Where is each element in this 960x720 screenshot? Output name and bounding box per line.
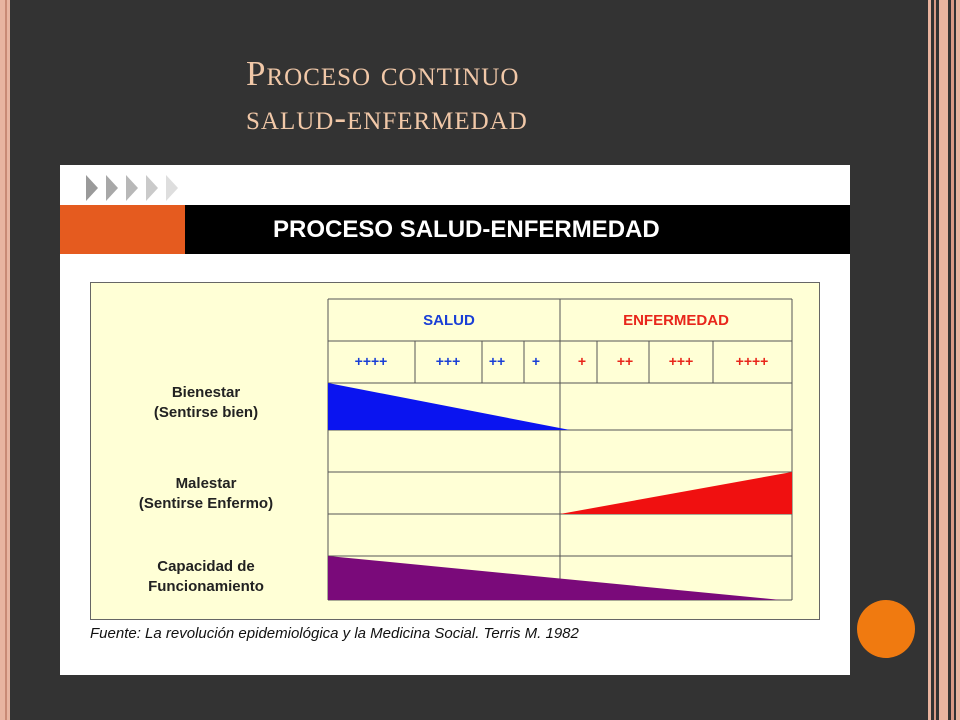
source-citation: Fuente: La revolución epidemiológica y la Medicina Social. Terris M. 1982	[90, 625, 579, 642]
column-header-enfermedad: ENFERMEDAD	[623, 312, 729, 329]
row-label-malestar-line2: (Sentirse Enfermo)	[138, 495, 274, 512]
figure-header: PROCESO SALUD-ENFERMEDAD	[185, 205, 850, 254]
slide-title-line2: salud-enfermedad	[246, 98, 528, 137]
row-label-capacidad-line2: Funcionamiento	[148, 578, 264, 595]
chevron-arrows-icon	[86, 175, 186, 206]
salud-level-2: ++	[488, 353, 506, 369]
row-label-bienestar-line2: (Sentirse bien)	[153, 404, 259, 421]
left-border-stripe	[5, 0, 7, 720]
enfermedad-level-4: ++++	[735, 353, 769, 369]
diagram-panel	[90, 282, 820, 620]
salud-level-1: +	[531, 353, 541, 369]
right-border	[920, 0, 960, 720]
bienestar-wedge	[328, 383, 570, 430]
slide-title-line1: Proceso continuo	[246, 54, 520, 93]
enfermedad-level-2: ++	[616, 353, 634, 369]
salud-level-3: +++	[435, 353, 461, 369]
enfermedad-level-3: +++	[668, 353, 694, 369]
enfermedad-level-1: +	[577, 353, 587, 369]
row-label-malestar-line1: Malestar	[175, 475, 237, 492]
column-header-salud: SALUD	[423, 312, 475, 329]
capacidad-wedge	[328, 556, 781, 600]
continuum-grid	[91, 283, 821, 621]
figure-image	[60, 165, 850, 675]
header-orange-block	[60, 205, 185, 254]
slide-title	[246, 52, 528, 140]
row-label-bienestar-line1: Bienestar	[171, 384, 241, 401]
salud-level-4: ++++	[354, 353, 388, 369]
row-label-capacidad-line1: Capacidad de	[157, 558, 255, 575]
malestar-wedge	[560, 472, 792, 514]
orange-circle-icon	[857, 600, 915, 658]
